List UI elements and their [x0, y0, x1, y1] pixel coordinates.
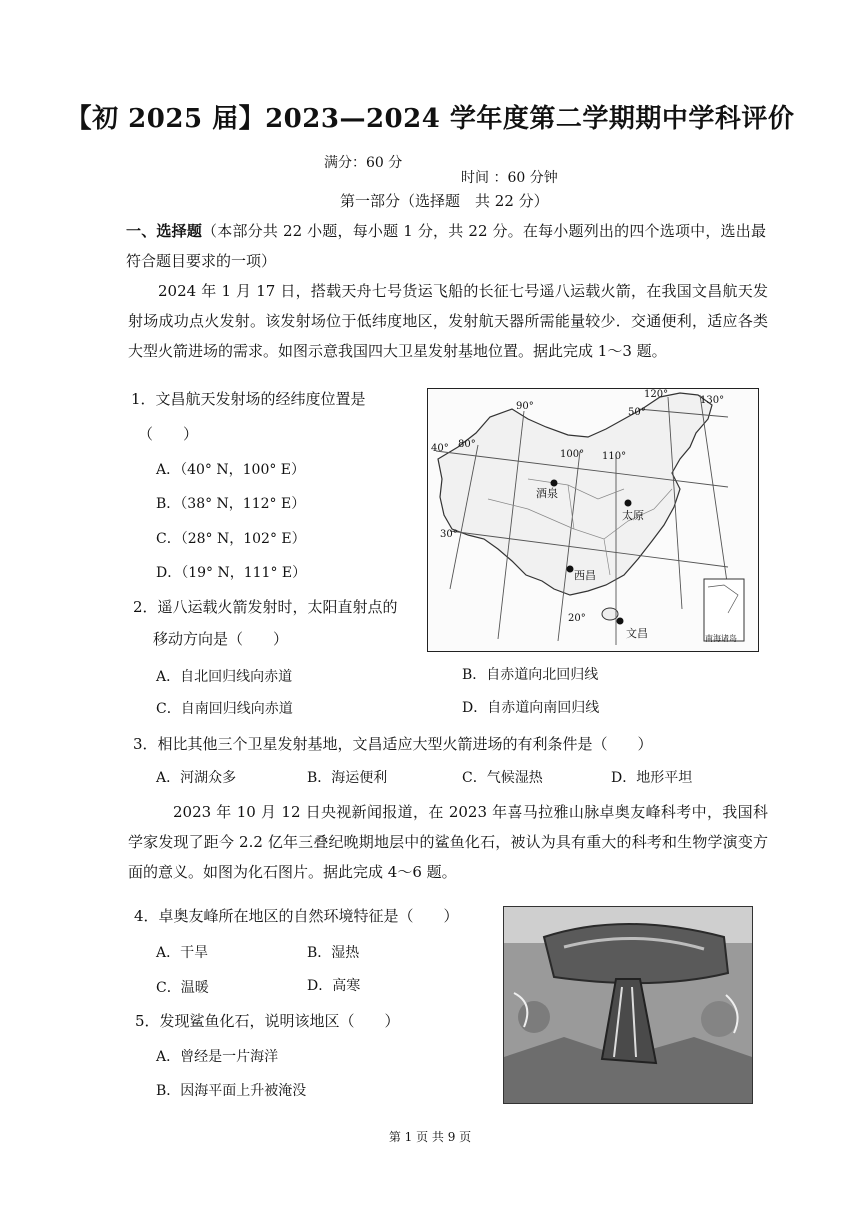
map-lon-80-label: 80° — [458, 439, 476, 450]
q1-option-a: A．（40° N，100° E） — [156, 462, 306, 478]
q3-option-c: C．气候湿热 — [462, 770, 543, 786]
q1-option-c: C．（28° N，102° E） — [156, 531, 306, 547]
passage-2: 2023 年 10 月 12 日央视新闻报道，在 2023 年喜马拉雅山脉卓奥友峰科考中，我国科学家发现了距今 2.2 亿年三叠纪晚期地层中的鲨鱼化石，被认为具有重大的科考和生物学演变方面的意义。如图为化石图片。据此完成 4～6 题。 — [128, 803, 768, 881]
q5-stem: 5．发现鲨鱼化石，说明该地区（ ） — [135, 1012, 400, 1030]
q4-option-d: D．高寒 — [307, 978, 361, 994]
q1-option-b: B．（38° N，112° E） — [156, 496, 306, 512]
page-footer: 第 1 页 共 9 页 — [388, 1130, 472, 1144]
q3-option-b: B．海运便利 — [307, 770, 388, 786]
map-svg — [428, 389, 758, 651]
page-title: 【初 2025 届】2023—2024 学年度第二学期期中学科评价 — [65, 104, 795, 134]
section-description: （本部分共 22 小题，每小题 1 分，共 22 分。在每小题列出的四个选项中，选出最符合题目要求的一项） — [126, 222, 766, 270]
q3-option-a: A．河湖众多 — [156, 770, 237, 786]
q5-option-b: B．因海平面上升被淹没 — [156, 1083, 307, 1099]
map-inset-label: 南海诸岛 — [705, 634, 737, 643]
map-lon-100-label: 100° — [560, 449, 585, 460]
q2-option-d: D．自赤道向南回归线 — [462, 700, 600, 716]
exam-time: 时间 ：60 分钟 — [461, 170, 558, 186]
full-score: 满分：60 分 — [324, 155, 403, 171]
q1-paren: （ ） — [138, 425, 199, 443]
map-site-taiyuan: 太原 — [622, 509, 644, 522]
q4-stem: 4．卓奥友峰所在地区的自然环境特征是（ ） — [134, 907, 459, 925]
section-title: 一、选择题 — [126, 222, 203, 240]
q2-option-a: A．自北回归线向赤道 — [156, 669, 293, 685]
site-wenchang-dot — [617, 618, 624, 625]
map-site-jiuquan: 酒泉 — [536, 487, 558, 500]
q3-stem: 3．相比其他三个卫星发射基地，文昌适应大型火箭进场的有利条件是（ ） — [133, 735, 653, 753]
fossil-photo-svg — [504, 907, 752, 1103]
map-lat-20-label: 20° — [568, 613, 586, 624]
passage-1: 2024 年 1 月 17 日，搭载天舟七号货运飞船的长征七号遥八运载火箭，在我国文昌航天发射场成功点火发射。该发射场位于低纬度地区，发射航天器所需能量较少．交通便利，适应各类大型火箭进场的需求。如图示意我国四大卫星发射基地位置。据此完成 1～3 题。 — [128, 282, 768, 360]
map-lat-40-label: 40° — [431, 443, 449, 454]
map-lon-120-label: 120° — [644, 389, 669, 400]
site-xichang-dot — [567, 566, 574, 573]
q4-option-a: A．干旱 — [156, 945, 209, 961]
site-taiyuan-dot — [625, 500, 632, 507]
q1-option-d: D．（19° N，111° E） — [156, 565, 307, 581]
q2-option-b: B．自赤道向北回归线 — [462, 667, 599, 683]
map-site-xichang: 西昌 — [574, 569, 596, 582]
q2-stem-line2: 移动方向是（ ） — [153, 630, 289, 648]
shark-fossil-photo — [503, 906, 753, 1104]
map-lon-110-label: 110° — [602, 451, 627, 462]
launch-sites-map — [427, 388, 759, 652]
q5-option-a: A．曾经是一片海洋 — [156, 1049, 279, 1065]
section-intro — [126, 216, 766, 276]
part-heading: 第一部分（选择题 共 22 分） — [340, 192, 549, 210]
map-lon-90-label: 90° — [516, 401, 534, 412]
lon-130 — [700, 395, 728, 589]
map-lat-50-label: 50° — [628, 407, 646, 418]
q1-stem: 1．文昌航天发射场的经纬度位置是 — [131, 390, 366, 408]
south-china-sea-inset — [704, 579, 744, 641]
map-site-wenchang: 文昌 — [626, 627, 648, 640]
q4-option-b: B．湿热 — [307, 945, 360, 961]
q2-option-c: C．自南回归线向赤道 — [156, 701, 293, 717]
q4-option-c: C．温暖 — [156, 980, 209, 996]
q3-option-d: D．地形平坦 — [611, 770, 693, 786]
q2-stem-line1: 2．遥八运载火箭发射时，太阳直射点的 — [133, 598, 398, 616]
map-lon-130-label: 130° — [700, 395, 725, 406]
map-lat-30-label: 30° — [440, 529, 458, 540]
